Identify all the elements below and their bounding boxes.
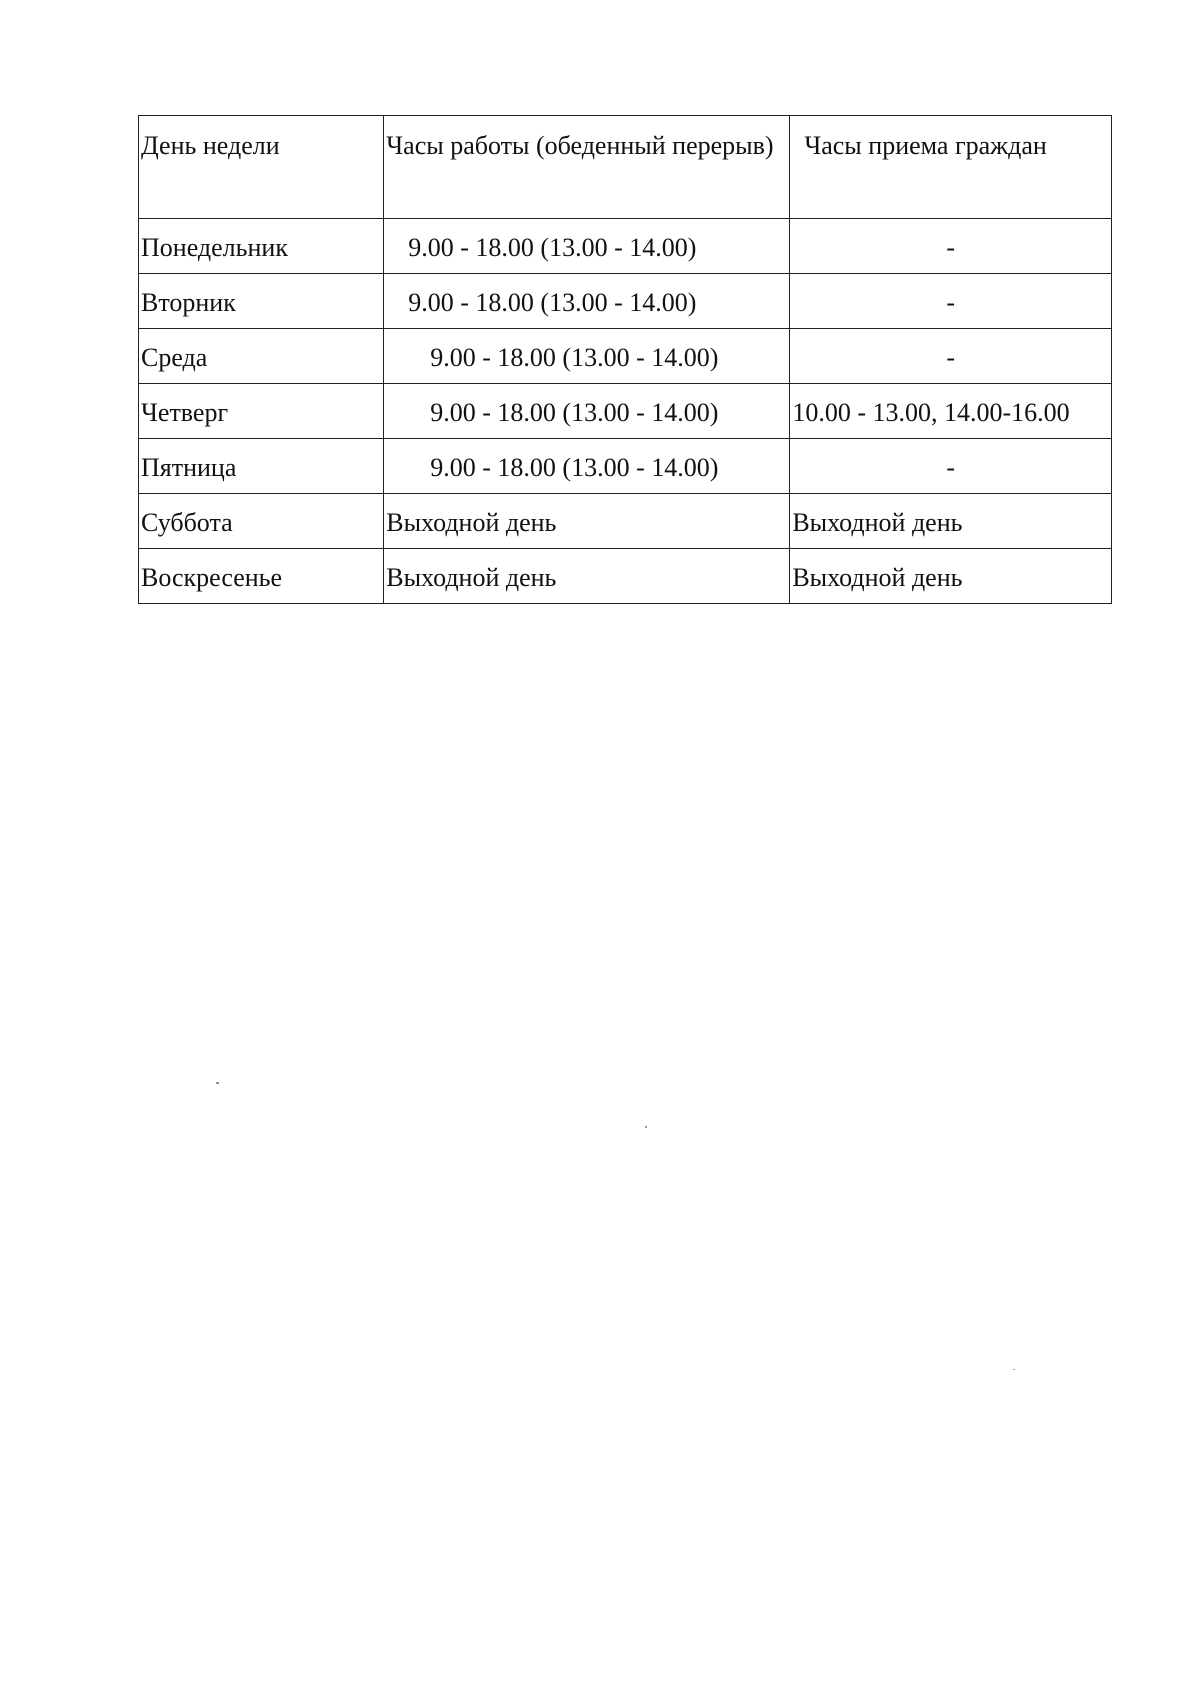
header-day: День недели	[139, 116, 384, 219]
day-cell: Четверг	[139, 384, 384, 439]
scan-speck	[1013, 1369, 1015, 1370]
work-hours-cell: 9.00 - 18.00 (13.00 - 14.00)	[384, 274, 790, 329]
table-row	[139, 384, 1112, 439]
work-hours-cell: 9.00 - 18.00 (13.00 - 14.00)	[384, 439, 790, 494]
day-cell: Суббота	[139, 494, 384, 549]
scan-speck	[216, 1082, 219, 1084]
day-cell: Понедельник	[139, 219, 384, 274]
table-header-row	[139, 116, 1112, 219]
table-row	[139, 439, 1112, 494]
reception-cell: -	[790, 274, 1112, 329]
day-cell: Среда	[139, 329, 384, 384]
work-hours-cell: 9.00 - 18.00 (13.00 - 14.00)	[384, 384, 790, 439]
table-row	[139, 274, 1112, 329]
work-hours-cell: Выходной день	[384, 549, 790, 604]
reception-cell: -	[790, 329, 1112, 384]
reception-cell: 10.00 - 13.00, 14.00-16.00	[790, 384, 1112, 439]
schedule-table	[138, 115, 1112, 604]
table-row	[139, 329, 1112, 384]
work-hours-cell: Выходной день	[384, 494, 790, 549]
work-hours-cell: 9.00 - 18.00 (13.00 - 14.00)	[384, 219, 790, 274]
day-cell: Пятница	[139, 439, 384, 494]
day-cell: Воскресенье	[139, 549, 384, 604]
scan-speck	[645, 1126, 647, 1128]
reception-cell: Выходной день	[790, 494, 1112, 549]
day-cell: Вторник	[139, 274, 384, 329]
header-reception: Часы приема граждан	[790, 116, 1112, 219]
header-work-hours: Часы работы (обеденный перерыв)	[384, 116, 790, 219]
table-row	[139, 494, 1112, 549]
reception-cell: -	[790, 219, 1112, 274]
work-hours-cell: 9.00 - 18.00 (13.00 - 14.00)	[384, 329, 790, 384]
reception-cell: -	[790, 439, 1112, 494]
table-row	[139, 219, 1112, 274]
reception-cell: Выходной день	[790, 549, 1112, 604]
table-row	[139, 549, 1112, 604]
